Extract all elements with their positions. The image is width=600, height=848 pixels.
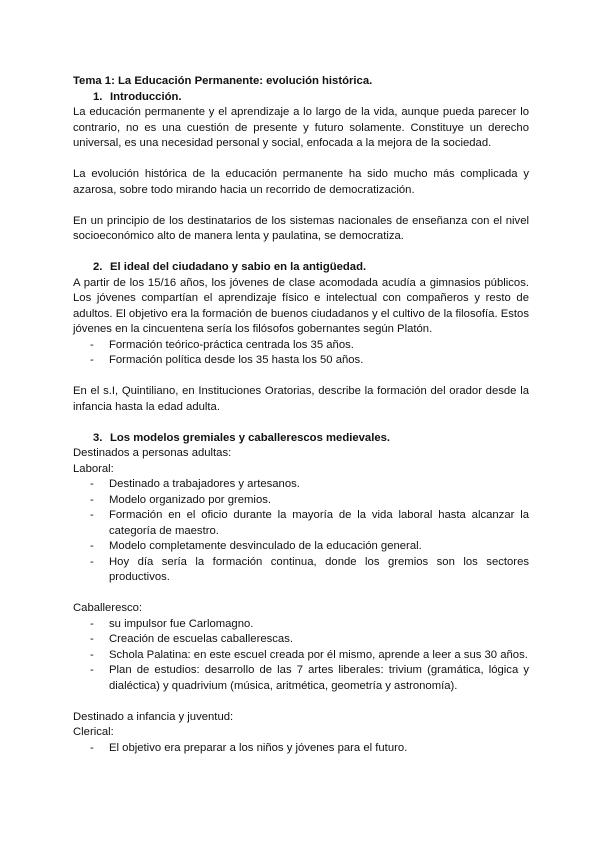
bullet-dash: - <box>90 664 94 676</box>
document-page <box>73 74 529 756</box>
list-item-text: su impulsor fue Carlomagno. <box>109 617 254 630</box>
section-2-heading <box>73 260 529 276</box>
section-2-title: El ideal del ciudadano y sabio en la antigüedad. <box>110 261 367 273</box>
bullet-dash: - <box>90 478 94 490</box>
list-item-text: Formación teórico-práctica centrada los 35 años. <box>109 338 354 351</box>
list-item-text: Schola Palatina: en este escuel creada por él mismo, aprende a leer a sus 30 años. <box>109 648 528 661</box>
list-item-text: Formación política desde los 35 hasta los 50 años. <box>109 354 364 366</box>
list-item <box>73 338 529 354</box>
laboral-label: Laboral: <box>73 462 114 475</box>
list-item-text: Modelo organizado por gremios. <box>109 493 272 506</box>
section-3-heading <box>73 431 529 447</box>
list-item-text: Modelo completamente desvinculado de la educación general. <box>109 540 422 552</box>
bullet-dash: - <box>90 617 94 630</box>
bullet-dash: - <box>90 633 94 645</box>
list-item <box>73 741 529 757</box>
section-2-paragraph: A partir de los 15/16 años, los jóvenes de clase acomodada acudía a gimnasios públicos. Los jóvenes compartían el aprendizaje físico e intelectual con compañeros y resto de adultos. El objetivo era la formación de buenos ciudadanos y el cultivo de la filosofía. Estos jóvenes en la cincuentena sería los filósofos gobernantes según Platón. <box>73 276 529 335</box>
bullet-dash: - <box>90 741 94 754</box>
document-title: Tema 1: La Educación Permanente: evolución histórica. <box>73 75 373 87</box>
section-1-paragraph-2: La evolución histórica de la educación permanente ha sido mucho más complicada y azarosa, sobre todo mirando hacia un recorrido de democratización. <box>73 168 529 196</box>
list-item <box>73 648 529 664</box>
list-item-text: Destinado a trabajadores y artesanos. <box>109 478 300 490</box>
list-item-text: Hoy día sería la formación continua, donde los gremios son los sectores productivos. <box>109 555 529 583</box>
bullet-dash: - <box>90 493 94 506</box>
section-1-heading <box>73 90 529 106</box>
bullet-dash: - <box>90 509 94 521</box>
list-item <box>73 353 529 369</box>
clerical-list <box>73 741 529 757</box>
bullet-dash: - <box>90 338 94 351</box>
caballeresco-label: Caballeresco: <box>73 602 143 614</box>
section-3-number: 3. <box>93 431 103 444</box>
list-item <box>73 493 529 509</box>
bullet-dash: - <box>90 354 94 366</box>
list-item <box>73 632 529 648</box>
infancia-label: Destinado a infancia y juventud: <box>73 710 234 723</box>
clerical-label: Clerical: <box>73 726 114 738</box>
list-item <box>73 477 529 493</box>
section-2-number: 2. <box>93 261 103 273</box>
section-1-paragraph-3: En un principio de los destinatarios de los sistemas nacionales de enseñanza con el nivel socioeconómico alto de manera lenta y paulatina, se democratiza. <box>73 214 529 242</box>
list-item <box>73 617 529 633</box>
section-2-paragraph-2: En el s.I, Quintiliano, en Instituciones Oratorias, describe la formación del orador desde la infancia hasta la edad adulta. <box>73 385 529 413</box>
list-item <box>73 555 529 586</box>
section-2-list <box>73 338 529 369</box>
section-1-title: Introducción. <box>110 90 182 103</box>
caballeresco-list <box>73 617 529 695</box>
section-1-number: 1. <box>93 90 103 103</box>
bullet-dash: - <box>90 648 94 661</box>
list-item-text: Formación en el oficio durante la mayoría de la vida laboral hasta alcanzar la categoría de maestro. <box>109 509 529 537</box>
section-3-title: Los modelos gremiales y caballerescos medievales. <box>110 431 391 444</box>
laboral-list <box>73 477 529 586</box>
list-item <box>73 663 529 694</box>
list-item-text: El objetivo era preparar a los niños y jóvenes para el futuro. <box>109 741 408 754</box>
bullet-dash: - <box>90 555 94 568</box>
section-3-intro: Destinados a personas adultas: <box>73 447 232 459</box>
list-item <box>73 539 529 555</box>
section-1-paragraph-1: La educación permanente y el aprendizaje a lo largo de la vida, aunque pueda parecer lo contrario, no es una cuestión de presente y futuro solamente. Constituye un derecho universal, es una necesidad personal y social, enfocada a la mejora de la sociedad. <box>73 106 529 149</box>
list-item-text: Plan de estudios: desarrollo de las 7 artes liberales: trivium (gramática, lógica y dialéctica) y quadrivium (música, aritmética, geometría y astronomía). <box>109 664 529 692</box>
list-item <box>73 508 529 539</box>
bullet-dash: - <box>90 540 94 552</box>
list-item-text: Creación de escuelas caballerescas. <box>109 633 293 645</box>
